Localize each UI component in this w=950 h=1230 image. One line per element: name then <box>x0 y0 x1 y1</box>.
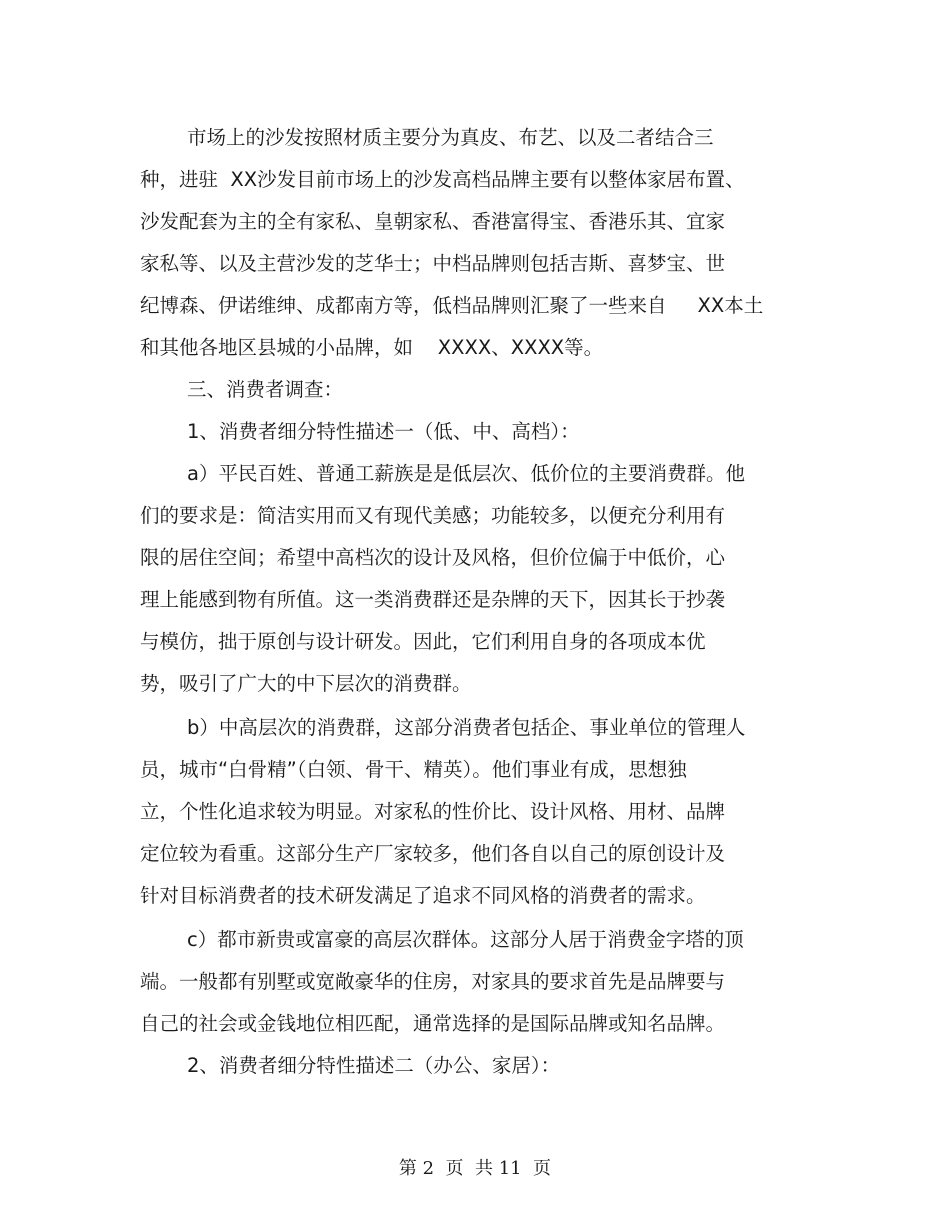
paragraph-line: 与模仿，拙于原创与设计研发。因此，它们利用自身的各项成本优 <box>140 630 706 653</box>
paragraph-line: 们的要求是：简洁实用而又有现代美感；功能较多，以便充分利用有 <box>140 504 726 527</box>
paragraph-line: 势，吸引了广大的中下层次的消费群。 <box>140 672 472 695</box>
paragraph-line: c）都市新贵或富豪的高层次群体。这部分人居于消费金字塔的顶 <box>187 928 744 951</box>
subsection-heading: 1、消费者细分特性描述一（低、中、高档）： <box>187 420 580 443</box>
paragraph-line: 针对目标消费者的技术研发满足了追求不同风格的消费者的需求。 <box>140 884 706 907</box>
section-heading: 三、消费者调查： <box>187 378 344 401</box>
page-number-footer: 第 2 页 共 11 页 <box>398 1158 552 1179</box>
paragraph-line: 员，城市“白骨精”（白领、骨干、精英）。他们事业有成，思想独 <box>140 758 687 781</box>
paragraph-line: 限的居住空间；希望中高档次的设计及风格，但价位偏于中低价，心 <box>140 546 726 569</box>
paragraph-line: a）平民百姓、普通工薪族是是低层次、低价位的主要消费群。他 <box>187 462 745 485</box>
paragraph-line: b）中高层次的消费群，这部分消费者包括企、事业单位的管理人 <box>187 716 746 739</box>
paragraph-line: 自己的社会或金钱地位相匹配，通常选择的是国际品牌或知名品牌。 <box>140 1012 726 1035</box>
paragraph-line: 和其他各地区县城的小品牌，如 XXXX、XXXX等。 <box>140 336 604 359</box>
paragraph-line: 理上能感到物有所值。这一类消费群还是杂牌的天下，因其长于抄袭 <box>140 588 726 611</box>
paragraph-line: 沙发配套为主的全有家私、皇朝家私、香港富得宝、香港乐其、宜家 <box>140 210 726 233</box>
paragraph-line: 家私等、以及主营沙发的芝华士；中档品牌则包括吉斯、喜梦宝、世 <box>140 252 726 275</box>
paragraph-line: 定位较为看重。这部分生产厂家较多，他们各自以自己的原创设计及 <box>140 842 726 865</box>
paragraph-line: 纪博森、伊诺维绅、成都南方等，低档品牌则汇聚了一些来自 XX本土 <box>140 294 764 317</box>
paragraph-line: 种，进驻 XX沙发目前市场上的沙发高档品牌主要有以整体家居布置、 <box>140 168 745 191</box>
subsection-heading: 2、消费者细分特性描述二（办公、家居）： <box>187 1054 561 1077</box>
paragraph-line: 立，个性化追求较为明显。对家私的性价比、设计风格、用材、品牌 <box>140 800 726 823</box>
paragraph-line: 市场上的沙发按照材质主要分为真皮、布艺、以及二者结合三 <box>187 126 714 149</box>
paragraph-line: 端。一般都有别墅或宽敞豪华的住房，对家具的要求首先是品牌要与 <box>140 970 726 993</box>
